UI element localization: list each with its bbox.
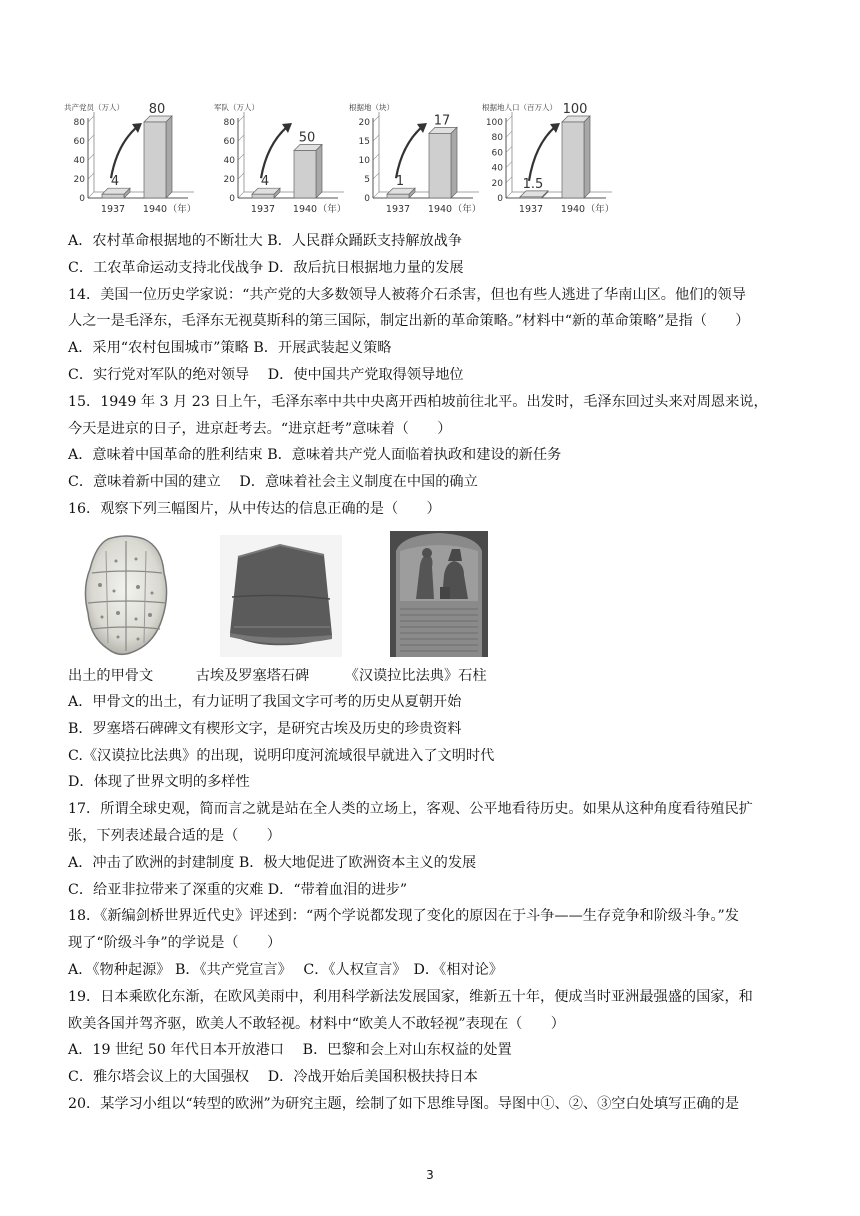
- x-tick-label: 1937: [250, 204, 276, 215]
- q16-option-d: D．体现了世界文明的多样性: [68, 774, 250, 791]
- q16-option-b: B．罗塞塔石碑碑文有楔形文字，是研究古埃及历史的珍贵资料: [68, 720, 462, 737]
- y-tick-label: 0: [229, 194, 235, 204]
- grid-line: [238, 173, 244, 179]
- y-tick-label: 80: [491, 133, 503, 144]
- q19-stem-1: 19．日本乘欧化东渐，在欧风美雨中，利用科学新法发展国家，维新五十年，便成当时亚洲最强盛的国家，和: [68, 988, 753, 1005]
- y-tick-label: 10: [358, 156, 370, 166]
- grid-line: [506, 116, 512, 122]
- q18-stem-2: 现了“阶级斗争”的学说是（ ）: [68, 935, 282, 952]
- page-number: 3: [426, 1168, 434, 1182]
- chart-army: [212, 98, 352, 228]
- y-tick-label: 0: [79, 194, 85, 204]
- grid-line: [373, 173, 379, 179]
- x-tick-label: 1937: [518, 204, 544, 215]
- q16-option-c: C.《汉谟拉比法典》的出现，说明印度河流域很早就进入了文明时代: [68, 747, 495, 764]
- x-tick-label: 1937: [100, 204, 126, 215]
- chart-svg: [347, 98, 487, 224]
- x-axis-unit: （年）: [317, 204, 347, 215]
- q16-figure-captions: 出土的甲骨文 古埃及罗塞塔石碑 《汉谟拉比法典》石柱: [68, 668, 487, 684]
- q14-stem-2: 人之一是毛泽东，毛泽东无视莫斯科的第三国际，制定出新的革命策略。”材料中“新的革命策略”是指（ ）: [68, 313, 750, 330]
- growth-arrow: [261, 126, 288, 178]
- grid-line: [506, 162, 512, 168]
- q17-stem-2: 张，下列表述最合适的是（ ）: [68, 827, 281, 844]
- rosetta-stone-image: [220, 535, 342, 661]
- bar-value-label: 4: [110, 174, 120, 190]
- y-tick-label: 20: [491, 178, 503, 189]
- q18-stem-1: 18．《新编剑桥世界近代史》评述到：“两个学说都发现了变化的原因在于斗争——生存竞争和阶级斗争。”发: [68, 908, 739, 925]
- q14-options-ab: A．采用“农村包围城市”策略 B．开展武装起义策略: [68, 340, 392, 357]
- bar-value-label: 1: [395, 174, 405, 190]
- grid-line: [238, 135, 244, 141]
- y-tick-label: 20: [358, 118, 370, 128]
- bar: [387, 188, 415, 198]
- y-tick-label: 0: [497, 194, 503, 204]
- y-tick-label: 80: [73, 118, 85, 128]
- q15-options-ab: A．意味着中国革命的胜利结束 B．意味着共产党人面临着执政和建设的新任务: [68, 447, 562, 464]
- bar-value-label: 50: [298, 130, 316, 146]
- chart-svg: [480, 98, 620, 224]
- x-axis-unit: （年）: [452, 204, 482, 215]
- grid-line: [88, 135, 94, 141]
- chart-svg: [62, 98, 202, 224]
- q15-options-cd: C．意味着新中国的建立 D．意味着社会主义制度在中国的确立: [68, 474, 478, 491]
- chart-party-members: [62, 98, 202, 228]
- q19-options-cd: C．雅尔塔会议上的大国强权 D．冷战开始后美国积极扶持日本: [68, 1069, 478, 1086]
- y-tick-label: 100: [485, 118, 503, 128]
- bar: [294, 145, 322, 199]
- q13-options-ab: A．农村革命根据地的不断壮大 B．人民群众踊跃支持解放战争: [68, 233, 463, 249]
- q17-stem-1: 17．所谓全球史观，简而言之就是站在全人类的立场上，客观、公平地看待历史。如果从这种角度看待殖民扩: [68, 801, 753, 818]
- q19-stem-2: 欧美各国并驾齐驱，欧美人不敢轻视。材料中“欧美人不敢轻视”表现在（ ）: [68, 1015, 565, 1032]
- x-tick-label: 1937: [385, 204, 411, 215]
- y-tick-label: 40: [491, 163, 503, 174]
- bar-value-label: 100: [562, 102, 588, 117]
- q14-stem-1: 14．美国一位历史学家说：“共产党的大多数领导人被蒋介石杀害，但也有些人逃进了华南山区。他们的领导: [68, 286, 746, 303]
- q16-stem: 16．观察下列三幅图片，从中传达的信息正确的是（ ）: [68, 500, 441, 517]
- q13-options-cd: C．工农革命运动支持北伐战争 D．敌后抗日根据地力量的发展: [68, 259, 464, 276]
- q16-figures: [68, 527, 528, 657]
- q18-options: A．《物种起源》 B．《共产党宣言》 C．《人权宣言》 D．《相对论》: [68, 961, 503, 978]
- bar: [429, 127, 457, 198]
- chart-base-areas: [347, 98, 487, 228]
- chart-base-population: [480, 98, 620, 228]
- bar: [144, 116, 172, 198]
- grid-line: [506, 177, 512, 183]
- y-tick-label: 20: [73, 175, 85, 185]
- grid-line: [238, 154, 244, 160]
- y-tick-label: 40: [73, 156, 85, 166]
- y-tick-label: 0: [364, 194, 370, 204]
- y-axis-label: 根据地人口（百万人）: [482, 103, 557, 112]
- y-tick-label: 20: [223, 175, 235, 185]
- bar-value-label: 1.5: [522, 176, 544, 192]
- oracle-bone-image: [78, 533, 174, 661]
- y-tick-label: 60: [73, 137, 85, 147]
- questions-block-1: [68, 228, 808, 523]
- bar: [562, 116, 590, 198]
- q19-options-ab: A．19 世纪 50 年代日本开放港口 B．巴黎和会上对山东权益的处置: [68, 1042, 512, 1059]
- q14-options-cd: C．实行党对军队的绝对领导 D．使中国共产党取得领导地位: [68, 366, 464, 383]
- y-tick-label: 80: [223, 118, 235, 128]
- y-axis-label: 共产党员（万人）: [64, 103, 124, 112]
- y-axis-label: 根据地（块）: [349, 103, 394, 112]
- q17-options-cd: C．给亚非拉带来了深重的灾难 D．“带着血泪的进步”: [68, 881, 408, 898]
- q15-stem-1: 15．1949 年 3 月 23 日上午，毛泽东率中共中央离开西柏坡前往北平。出发时，毛泽东回过头来对周恩来说，: [68, 393, 768, 410]
- x-tick-label: 1940: [560, 204, 586, 215]
- y-tick-label: 60: [491, 148, 503, 159]
- questions-block-2: [68, 689, 808, 1118]
- grid-line: [506, 131, 512, 137]
- grid-line: [88, 173, 94, 179]
- q20-stem-1: 20．某学习小组以“转型的欧洲”为研究主题，绘制了如下思维导图。导图中①、②、③空白处填写正确的是: [68, 1095, 740, 1112]
- x-tick-label: 1940: [292, 204, 318, 215]
- y-tick-label: 5: [364, 175, 370, 185]
- bar-value-label: 4: [260, 174, 270, 190]
- bar: [102, 188, 130, 198]
- hammurabi-stele-image: [390, 531, 488, 661]
- x-axis-unit: （年）: [585, 204, 615, 215]
- q15-stem-2: 今天是进京的日子，进京赶考去。“进京赶考”意味着（ ）: [68, 420, 452, 437]
- grid-line: [373, 192, 379, 198]
- growth-arrow: [529, 126, 556, 181]
- grid-line: [373, 116, 379, 122]
- y-axis-label: 军队（万人）: [214, 103, 259, 112]
- grid-line: [373, 135, 379, 141]
- y-tick-label: 60: [223, 137, 235, 147]
- chart-strip: [62, 98, 622, 226]
- grid-line: [506, 146, 512, 152]
- y-tick-label: 15: [358, 137, 370, 147]
- bar-value-label: 80: [148, 102, 166, 117]
- grid-line: [88, 192, 94, 198]
- growth-arrow: [111, 126, 138, 178]
- q16-option-a: A．甲骨文的出土，有力证明了我国文字可考的历史从夏朝开始: [68, 694, 462, 710]
- x-tick-label: 1940: [427, 204, 453, 215]
- grid-line: [373, 154, 379, 160]
- grid-line: [238, 116, 244, 122]
- grid-line: [506, 192, 512, 198]
- x-axis-unit: （年）: [167, 204, 197, 215]
- bar-value-label: 17: [433, 113, 451, 129]
- bar: [252, 188, 280, 198]
- grid-line: [88, 154, 94, 160]
- grid-line: [238, 192, 244, 198]
- q17-options-ab: A．冲击了欧洲的封建制度 B．极大地促进了欧洲资本主义的发展: [68, 854, 477, 871]
- y-tick-label: 40: [223, 156, 235, 166]
- grid-line: [88, 116, 94, 122]
- growth-arrow: [396, 126, 423, 178]
- chart-svg: [212, 98, 352, 224]
- x-tick-label: 1940: [142, 204, 168, 215]
